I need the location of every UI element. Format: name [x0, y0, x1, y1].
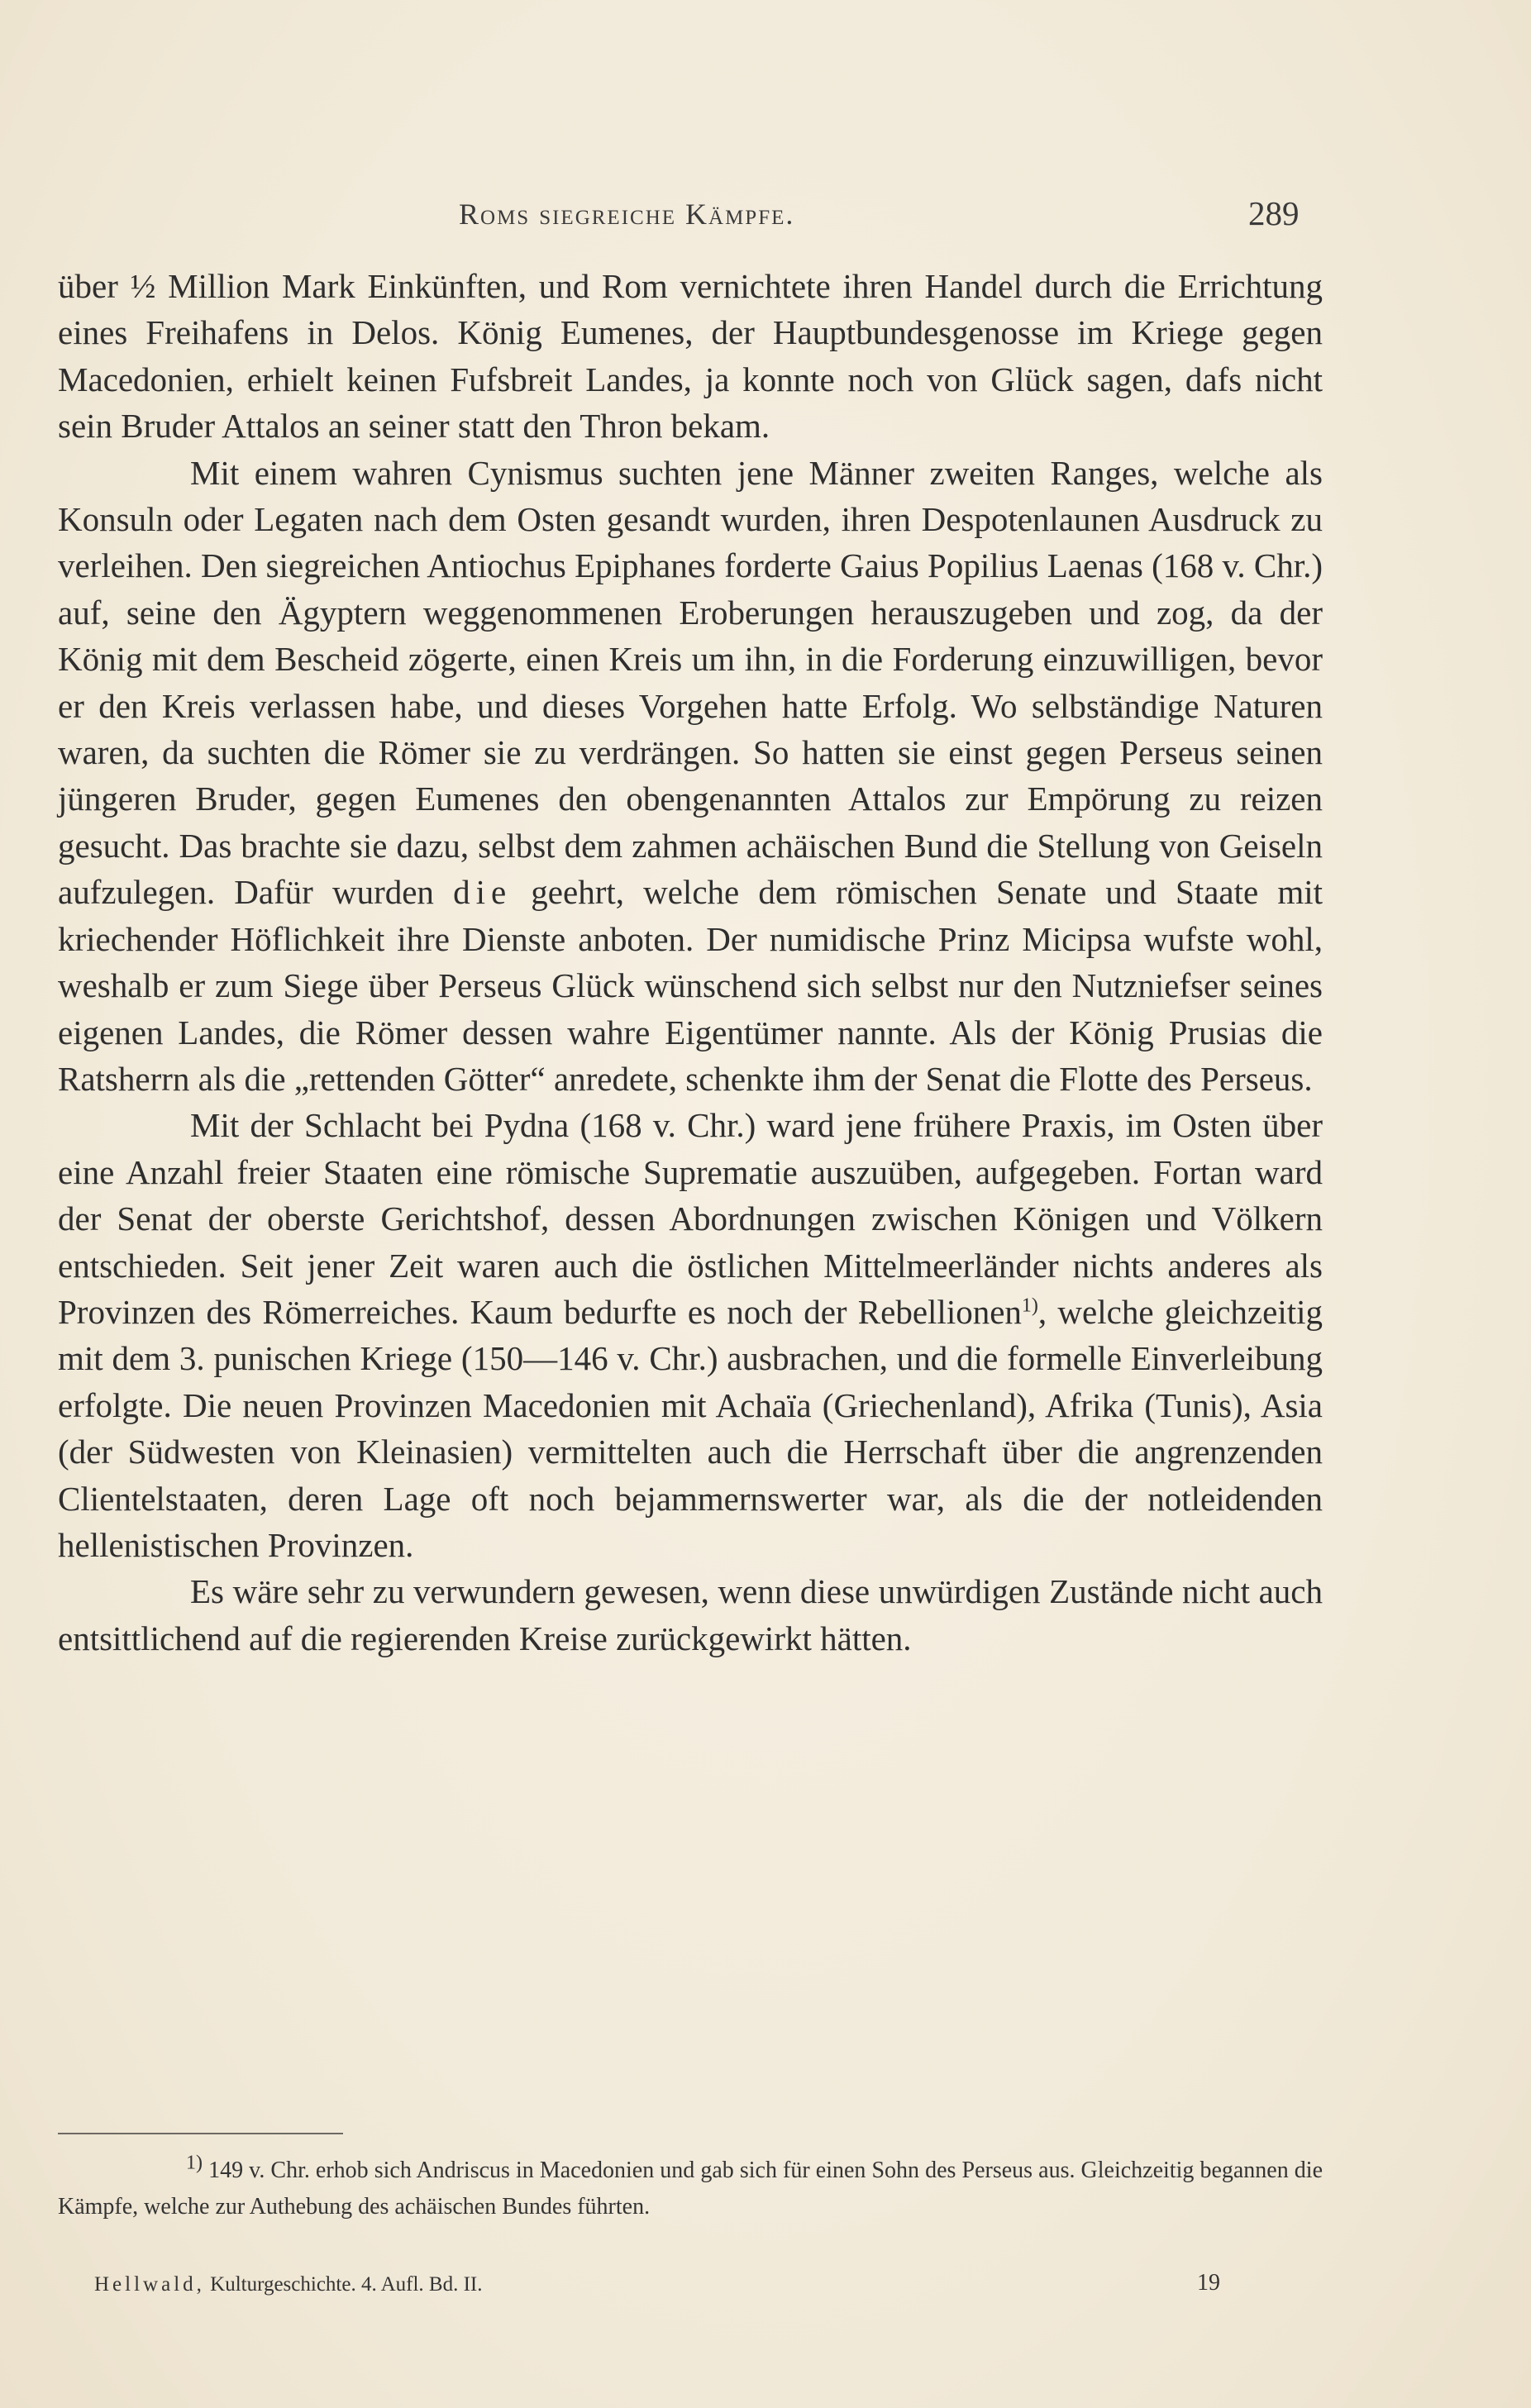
main-text — [58, 263, 1323, 1662]
running-title: Roms siegreiche Kämpfe. — [459, 198, 795, 231]
paragraph-4: Es wäre sehr zu verwundern gewesen, wenn diese unwürdigen Zustände nicht auch entsittlichend auf die regierenden Kreise zurückgewirkt hätten. — [58, 1572, 1323, 1657]
footnote-marker: 1) — [186, 2152, 203, 2174]
footnote-divider — [58, 2133, 343, 2134]
emphasized-word: die — [453, 873, 513, 912]
paragraph-3 — [58, 1102, 1323, 1568]
paragraph-1: über ½ Million Mark Einkünften, und Rom vernichtete ihren Handel durch die Errichtung eines Freihafens in Delos. König Eumenes, der Hauptbundesgenosse im Kriege gegen Macedonien, erhielt keinen Fufsbreit Landes, ja konnte noch von Glück sagen, dafs nicht sein Bruder Attalos an seiner statt den Thron bekam. — [58, 267, 1323, 446]
sheet-number: 19 — [1197, 2270, 1220, 2296]
paragraph-2-continuation: geehrt, welche dem römischen Senate und Staate mit kriechender Höflichkeit ihre Dienste anboten. Der numidische Prinz Micipsa wufste wohl, weshalb er zum Siege über Perseus Glück wünschend sich selbst nur den Nutzniefser seines eigenen Landes, die Römer dessen wahre Eigentümer nannte. Als der König Prusias die Ratsherrn als die „rettenden Götter“ anredete, schenkte ihm der Senat die Flotte des Perseus. — [58, 873, 1324, 1098]
footnote-text: 149 v. Chr. erhob sich Andriscus in Macedonien und gab sich für einen Sohn des Perseus aus. Gleichzeitig begannen die Kämpfe, welche zur Authebung des achäischen Bundes führten. — [58, 2158, 1324, 2220]
signature-work: Kulturgeschichte. 4. Aufl. Bd. II. — [210, 2273, 483, 2296]
paragraph-3-continuation: , welche gleichzeitig mit dem 3. punischen Kriege (150—146 v. Chr.) ausbrachen, und die formelle Einverleibung erfolgte. Die neuen Provinzen Macedonien mit Achaïa (Griechenland), Afrika (Tunis), Asia (der Südwesten von Kleinasien) vermittelten auch die Herrschaft über die angrenzenden Clientelstaaten, deren Lage oft noch bejammernswerter war, als die der notleidenden hellenistischen Provinzen. — [58, 1292, 1324, 1564]
signature-author: Hellwald, — [94, 2273, 205, 2296]
printer-signature — [94, 2273, 483, 2296]
paragraph-2 — [58, 450, 1323, 1103]
footnote-reference[interactable]: 1) — [1021, 1295, 1038, 1317]
footnote — [58, 2153, 1323, 2225]
paragraph-3-text: Mit der Schlacht bei Pydna (168 v. Chr.) ward jene frühere Praxis, im Osten über eine Anzahl freier Staaten eine römische Suprematie auszuüben, aufgegeben. Fortan ward der Senat der oberste Gerichtshof, dessen Abordnungen zwischen Königen und Völkern entschieden. Seit jener Zeit waren auch die östlichen Mittelmeerländer nichts anderes als Provinzen des Römerreiches. Kaum bedurfte es noch der Rebellionen — [58, 1106, 1323, 1331]
paragraph-2-text: Mit einem wahren Cynismus suchten jene Männer zweiten Ranges, welche als Konsuln oder Legaten nach dem Osten gesandt wurden, ihren Despotenlaunen Ausdruck zu verleihen. Den siegreichen Antiochus Epiphanes forderte Gaius Popilius Laenas (168 v. Chr.) auf, seine den Ägyptern weggenommenen Eroberungen herauszugeben und zog, da der König mit dem Bescheid zögerte, einen Kreis um ihn, in die Forderung einzuwilligen, bevor er den Kreis verlassen habe, und dieses Vorgehen hatte Erfolg. Wo selbständige Naturen waren, da suchten die Römer sie zu verdrängen. So hatten sie einst gegen Perseus seinen jüngeren Bruder, gegen Eumenes den obengenannten Attalos zur Empörung zu reizen gesucht. Das brachte sie dazu, selbst dem zahmen achäischen Bund die Stellung von Geiseln aufzulegen. Dafür wurden — [58, 453, 1323, 912]
page-number: 289 — [1248, 194, 1300, 232]
